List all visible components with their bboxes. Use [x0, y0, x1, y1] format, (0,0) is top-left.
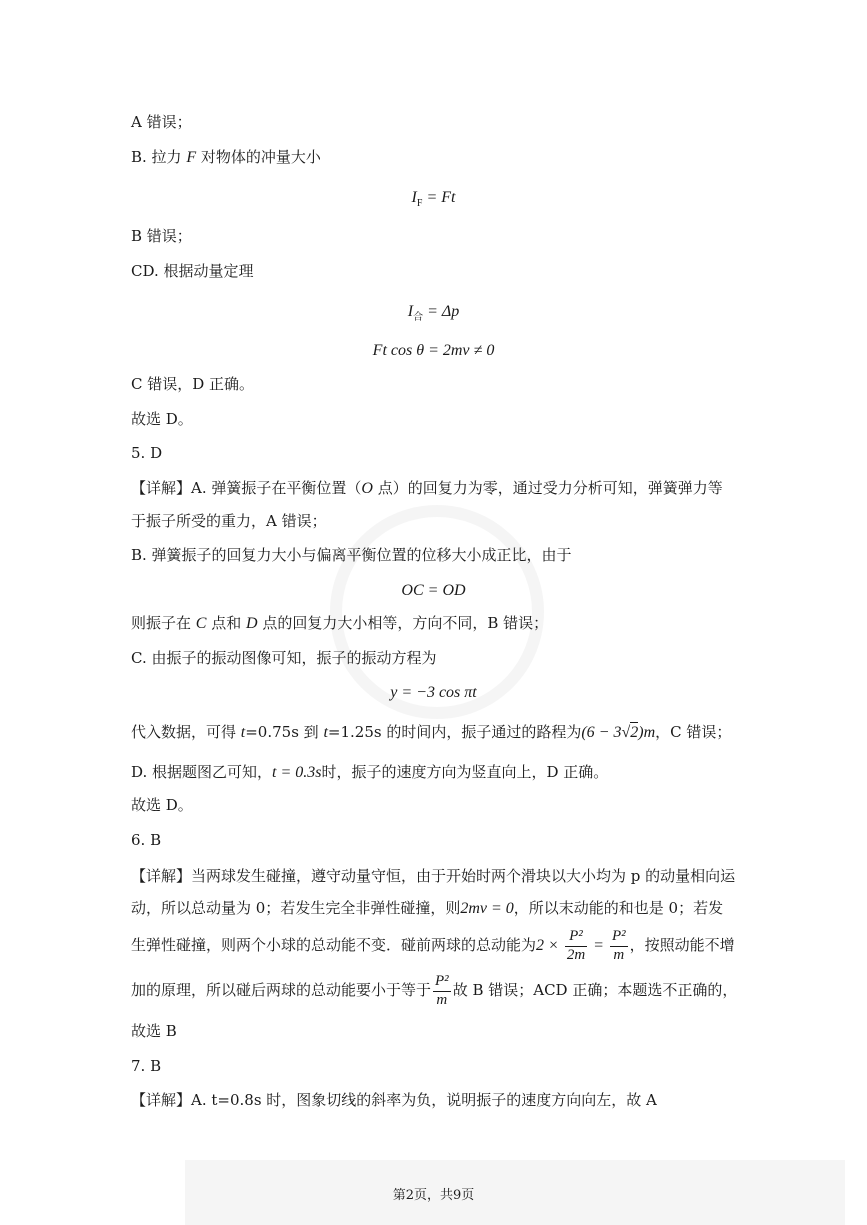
text-line: A 错误； — [131, 113, 192, 131]
text-line: B. 拉力 F 对物体的冲量大小 — [131, 148, 321, 166]
text-line: 故选 B — [131, 1022, 177, 1040]
text-line: 生弹性碰撞，则两个小球的总动能不变．碰前两球的总动能为2 × $\frac{\text{P²}}{2m}$ = $\frac{\text{P²}}{m}$ ，按照动能不增 — [131, 928, 735, 963]
text-line: 【详解】A. t=0.8s 时，图象切线的斜率为负，说明振子的速度方向向左，故 A — [131, 1091, 657, 1109]
text-line: C 错误，D 正确。 — [131, 375, 255, 393]
text-line: 【详解】当两球发生碰撞，遵守动量守恒，由于开始时两个滑块以大小均为 p 的动量相向运 — [131, 867, 736, 885]
text-line: C. 由振子的振动图像可知，振子的振动方程为 — [131, 649, 437, 667]
question-number: 7. B — [131, 1057, 162, 1075]
equation: Ft cos θ = 2mv ≠ 0 — [372, 342, 495, 359]
text-line: CD. 根据动量定理 — [131, 262, 254, 280]
text-line: 故选 D。 — [131, 796, 193, 814]
text-line: D. 根据题图乙可知，t = 0.3s时，振子的速度方向为竖直向上，D 正确。 — [131, 763, 609, 781]
text-line: B 错误； — [131, 227, 192, 245]
equation: $I_F = Ft$ — [411, 189, 456, 210]
text-line: 代入数据，可得 t=0.75s 到 t=1.25s 的时间内，振子通过的路程为(6 − 3√2)m，C 错误； — [131, 723, 732, 741]
text-line: 动，所以总动量为 0；若发生完全非弹性碰撞，则2mv = 0，所以末动能的和也是 0；若发 — [131, 899, 724, 917]
equation: OC = OD — [401, 582, 466, 599]
text-line: 故选 D。 — [131, 410, 193, 428]
page-number: 第2页，共9页 — [392, 1188, 475, 1203]
text-line: 于振子所受的重力，A 错误； — [131, 512, 327, 530]
text-line: B. 弹簧振子的回复力大小与偏离平衡位置的位移大小成正比，由于 — [131, 546, 572, 564]
equation: y = −3 cos πt — [390, 684, 477, 701]
text-line: 则振子在 C 点和 D 点的回复力大小相等，方向不同，B 错误； — [131, 614, 549, 632]
text-line: 【详解】A. 弹簧振子在平衡位置（O 点）的回复力为零，通过受力分析可知，弹簧弹力等 — [131, 479, 723, 497]
question-number: 5. D — [131, 444, 163, 462]
equation: $I_合 = \Delta p$ — [407, 303, 460, 324]
text-line: 加的原理，所以碰后两球的总动能要小于等于 $\frac{\text{P²}}{m}$ 故 B 错误；ACD 正确；本题选不正确的， — [131, 973, 738, 1008]
question-number: 6. B — [131, 831, 162, 849]
